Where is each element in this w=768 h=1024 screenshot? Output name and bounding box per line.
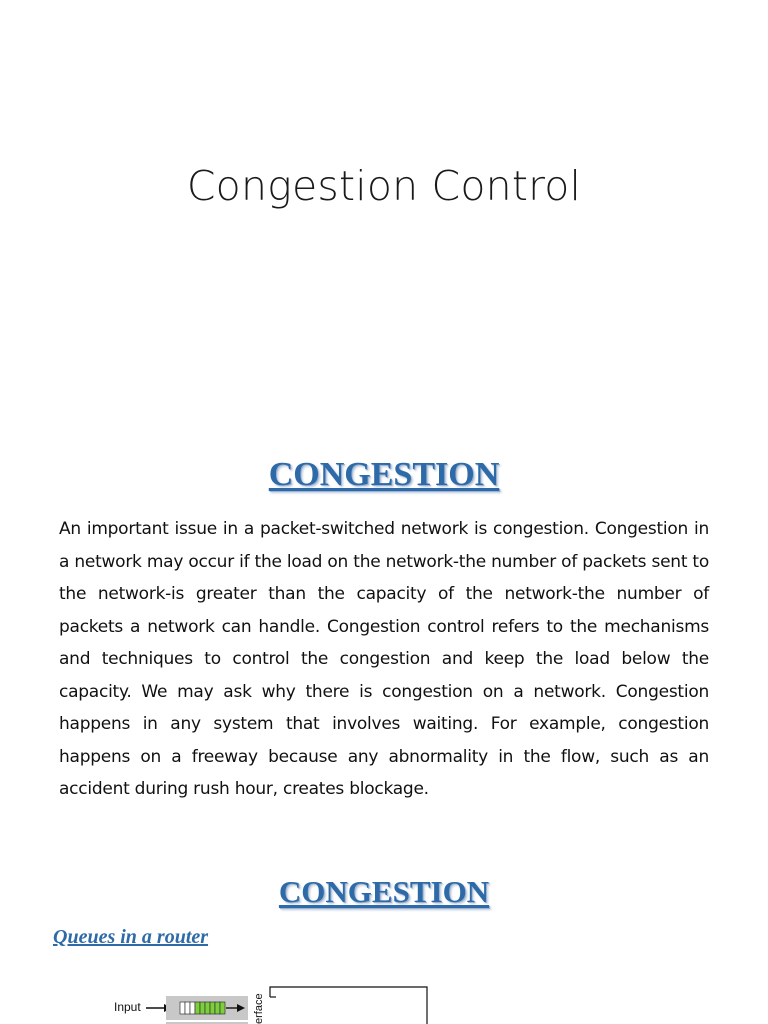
input-label: Input bbox=[114, 1000, 141, 1014]
congestion-paragraph: An important issue in a packet-switched network is congestion. Congestion in a network may occur if the load on the network-the number of packets sent to the network-is greater than the capacity of the network-the number of packets a network can handle. Congestion control refers to the mechanisms and techniques to control the congestion and keep the load below the capacity. We may ask why there is congestion on a network. Congestion happens in any system that involves waiting. For example, congestion happens on a freeway because any abnormality in the flow, such as an accident during rush hour, creates blockage. bbox=[59, 519, 709, 799]
router-queue-figure bbox=[110, 982, 440, 1024]
section-heading-congestion-2: CONGESTION bbox=[278, 874, 490, 909]
router-box bbox=[270, 987, 427, 1024]
queues-in-router-subheading: Queues in a router bbox=[53, 926, 209, 948]
interface-label: erface bbox=[253, 993, 265, 1024]
slide-title: Congestion Control bbox=[186, 162, 582, 210]
queue-cells bbox=[180, 1002, 225, 1014]
router-queue-diagram bbox=[110, 982, 440, 1024]
section-heading-congestion: CONGESTION bbox=[268, 456, 500, 493]
